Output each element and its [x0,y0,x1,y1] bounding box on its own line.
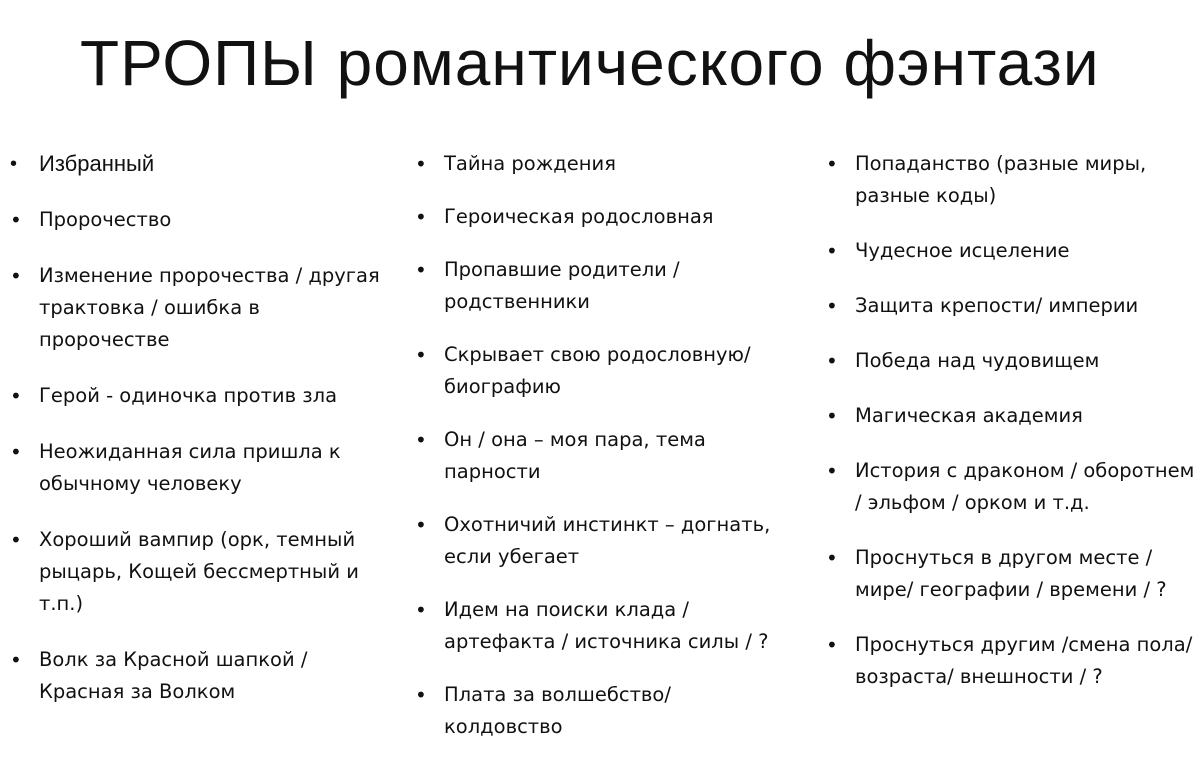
list-item: • Героическая родословная [415,201,785,233]
list-item: • Чудесное исцеление [826,235,1196,267]
trope-list-column-1 [10,148,380,732]
list-item: • Тайна рождения [415,148,785,180]
list-item: • Охотничий инстинкт – догнать, если убегает [415,509,785,573]
list-item: • Плата за волшебство/ колдовство [415,679,785,743]
list-item: • История с драконом / оборотнем / эльфом / орком и т.д. [826,455,1196,519]
list-item: • Магическая академия [826,400,1196,432]
list-item: • Хороший вампир (орк, темный рыцарь, Кощей бессмертный и т.п.) [10,524,380,620]
list-item: • Идем на поиски клада / артефакта / источника силы / ? [415,594,785,658]
list-item: • Неожиданная сила пришла к обычному человеку [10,436,380,500]
list-item: • Пропавшие родители / родственники [415,254,785,318]
list-item: • Проснуться другим /смена пола/ возраста/ внешности / ? [826,629,1196,693]
list-item: • Защита крепости/ империи [826,290,1196,322]
list-item: • Изменение пророчества / другая трактовка / ошибка в пророчестве [10,260,380,356]
list-item: • Победа над чудовищем [826,345,1196,377]
list-item: • Герой - одиночка против зла [10,380,380,412]
list-item: • Попаданство (разные миры, разные коды) [826,148,1196,212]
list-item: • Скрывает свою родословную/ биографию [415,339,785,403]
list-item: • Пророчество [10,204,380,236]
list-item: • Волк за Красной шапкой / Красная за Волком [10,644,380,708]
trope-list-column-2 [415,148,785,764]
list-item: • Избранный [10,148,380,180]
list-item: • Он / она – моя пара, тема парности [415,424,785,488]
list-item: • Проснуться в другом месте / мире/ географии / времени / ? [826,542,1196,606]
trope-list-column-3 [826,148,1196,716]
page-title: ТРОПЫ романтического фэнтази [80,27,1100,99]
